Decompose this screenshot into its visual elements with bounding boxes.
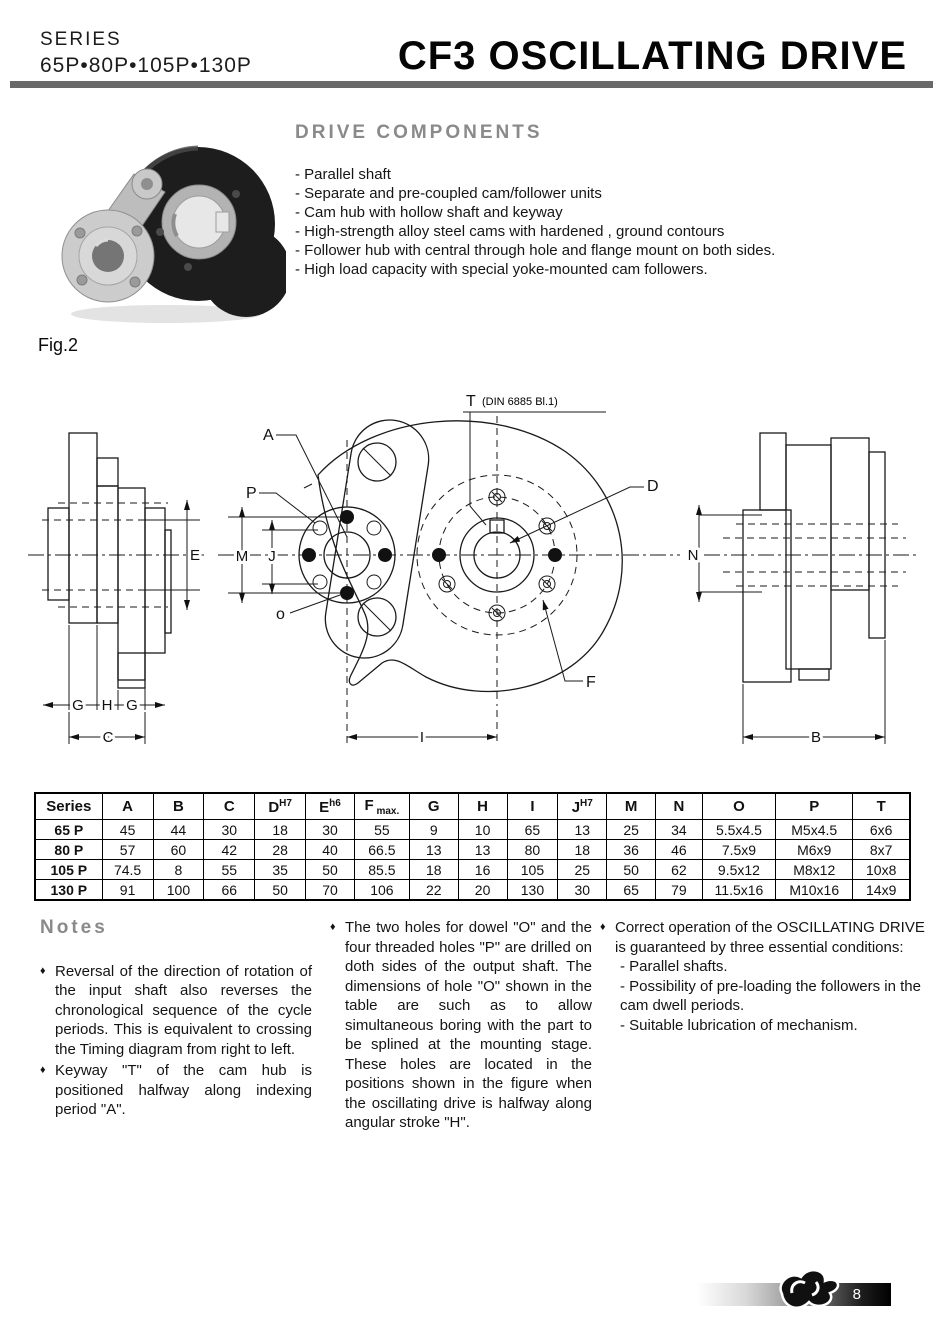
drive-component-item: - High load capacity with special yoke-mounted cam followers.: [295, 261, 708, 278]
dim-N: N: [687, 547, 699, 564]
note-sub-item: - Parallel shafts.: [620, 958, 728, 975]
dim-I: I: [419, 729, 425, 746]
notes-heading: Notes: [40, 917, 108, 938]
drive-component-item: - High-strength alloy steel cams with hardened , ground contours: [295, 223, 725, 240]
value-cell: 55: [354, 820, 409, 840]
value-cell: M8x12: [776, 860, 853, 880]
table-column-header: F $_{max.}$: [354, 793, 409, 820]
value-cell: 28: [255, 840, 306, 860]
series-cell: 105 P: [35, 860, 102, 880]
value-cell: 5.5x4.5: [702, 820, 775, 840]
value-cell: 6x6: [853, 820, 910, 840]
table-column-header: $E^{h6}$: [306, 793, 355, 820]
series-label: SERIES: [40, 29, 122, 50]
value-cell: 91: [102, 880, 153, 901]
value-cell: 65: [507, 820, 558, 840]
table-column-header: O: [702, 793, 775, 820]
yoke-outline: [320, 414, 435, 663]
series-models: 65P•80P•105P•130P: [40, 53, 252, 77]
dim-M: M: [235, 548, 249, 565]
notes-column-left: [40, 918, 312, 1122]
value-cell: 85.5: [354, 860, 409, 880]
value-cell: 8: [153, 860, 204, 880]
value-cell: M10x16: [776, 880, 853, 901]
table-column-header: A: [102, 793, 153, 820]
value-cell: 13: [558, 820, 607, 840]
value-cell: 46: [656, 840, 703, 860]
value-cell: 45: [102, 820, 153, 840]
value-cell: 62: [656, 860, 703, 880]
label-A: A: [263, 427, 274, 444]
note-item: ♦ Reversal of the direction of rotation of the input shaft also reverses the chronological sequence of the cycle periods. This is equivalent to crossing the Timing diagram from right to left.: [40, 962, 312, 1058]
technical-drawing: [18, 388, 928, 766]
notes-column-middle: [330, 918, 592, 1135]
table-column-header: C: [204, 793, 255, 820]
value-cell: 79: [656, 880, 703, 901]
value-cell: 22: [409, 880, 458, 901]
drive-component-item: - Cam hub with hollow shaft and keyway: [295, 204, 563, 221]
left-side-view: [42, 433, 200, 746]
table-column-header: T: [853, 793, 910, 820]
value-cell: 25: [607, 820, 656, 840]
value-cell: 25: [558, 860, 607, 880]
table-column-header: B: [153, 793, 204, 820]
dim-C: C: [102, 729, 114, 746]
table-column-header: N: [656, 793, 703, 820]
notes-column-right: [600, 918, 926, 1037]
label-T-note: (DIN 6885 Bl.1): [482, 396, 558, 408]
dim-G-left: G: [72, 697, 84, 714]
value-cell: 105: [507, 860, 558, 880]
value-cell: 42: [204, 840, 255, 860]
value-cell: 11.5x16: [702, 880, 775, 901]
value-cell: 13: [458, 840, 507, 860]
value-cell: 14x9: [853, 880, 910, 901]
value-cell: 60: [153, 840, 204, 860]
value-cell: 9: [409, 820, 458, 840]
label-F: F: [586, 674, 596, 691]
bullet-icon: ♦: [330, 921, 336, 933]
value-cell: 18: [409, 860, 458, 880]
value-cell: 80: [507, 840, 558, 860]
notes-right-list: [600, 918, 926, 1035]
notes-left-list: [40, 962, 312, 1120]
series-cell: 80 P: [35, 840, 102, 860]
table-column-header: M: [607, 793, 656, 820]
table-row: [35, 880, 910, 901]
dim-E: E: [190, 547, 201, 564]
right-side-view: [688, 433, 906, 746]
value-cell: 57: [102, 840, 153, 860]
dim-J: J: [268, 548, 276, 565]
table-column-header: H: [458, 793, 507, 820]
page-number: 8: [852, 1286, 861, 1303]
drive-components-list: [295, 165, 915, 279]
value-cell: 8x7: [853, 840, 910, 860]
table-row: [35, 840, 910, 860]
header-divider: [10, 81, 933, 88]
value-cell: 106: [354, 880, 409, 901]
drive-component-item: - Separate and pre-coupled cam/follower units: [295, 185, 602, 202]
table-row: [35, 860, 910, 880]
table-column-header: $D^{H7}$: [255, 793, 306, 820]
value-cell: 36: [607, 840, 656, 860]
drive-component-item: - Follower hub with central through hole and flange mount on both sides.: [295, 242, 776, 259]
value-cell: 35: [255, 860, 306, 880]
value-cell: 18: [255, 820, 306, 840]
value-cell: 10x8: [853, 860, 910, 880]
dim-B: B: [810, 729, 822, 746]
label-T: T: [466, 393, 476, 410]
value-cell: 7.5x9: [702, 840, 775, 860]
value-cell: 130: [507, 880, 558, 901]
value-cell: 50: [607, 860, 656, 880]
figure-label: Fig.2: [38, 335, 79, 355]
header-series-block: [40, 30, 252, 77]
dim-G-right: G: [126, 697, 138, 714]
bullet-icon: ♦: [40, 964, 46, 977]
value-cell: 44: [153, 820, 204, 840]
value-cell: 9.5x12: [702, 860, 775, 880]
value-cell: 30: [204, 820, 255, 840]
value-cell: 30: [306, 820, 355, 840]
label-D: D: [647, 478, 659, 495]
value-cell: M6x9: [776, 840, 853, 860]
value-cell: 13: [409, 840, 458, 860]
note-item: ♦ Keyway "T" of the cam hub is positioned halfway along indexing period "A".: [40, 1062, 312, 1118]
value-cell: 66.5: [354, 840, 409, 860]
value-cell: 50: [255, 880, 306, 901]
dimensions-table: [34, 792, 911, 901]
drive-components-section: [295, 122, 915, 279]
notes-middle-list: [330, 918, 592, 1133]
bullet-icon: ♦: [600, 921, 606, 933]
value-cell: 30: [558, 880, 607, 901]
product-photo: [38, 136, 286, 332]
value-cell: 16: [458, 860, 507, 880]
table-column-header: $J^{H7}$: [558, 793, 607, 820]
value-cell: M5x4.5: [776, 820, 853, 840]
value-cell: 70: [306, 880, 355, 901]
value-cell: 34: [656, 820, 703, 840]
series-cell: 65 P: [35, 820, 102, 840]
drive-components-heading: DRIVE COMPONENTS: [295, 122, 543, 143]
value-cell: 100: [153, 880, 204, 901]
value-cell: 65: [607, 880, 656, 901]
value-cell: 50: [306, 860, 355, 880]
table-column-header: G: [409, 793, 458, 820]
page-title: CF3 OSCILLATING DRIVE: [397, 34, 907, 78]
value-cell: 74.5: [102, 860, 153, 880]
series-cell: 130 P: [35, 880, 102, 901]
table-row: [35, 820, 910, 840]
table-column-header: Series: [35, 793, 102, 820]
value-cell: 20: [458, 880, 507, 901]
value-cell: 40: [306, 840, 355, 860]
value-cell: 55: [204, 860, 255, 880]
drive-component-item: - Parallel shaft: [295, 166, 391, 183]
dim-H: H: [101, 697, 113, 714]
value-cell: 10: [458, 820, 507, 840]
note-sub-list: [615, 957, 926, 1035]
label-P: P: [246, 485, 257, 502]
value-cell: 66: [204, 880, 255, 901]
note-item: ♦ The two holes for dowel "O" and the four threaded holes "P" are drilled on doth sides of the output shaft. The dimensions of hole "O" shown in the table are such as to allow simultaneous boring with the part to be splined at the mounting stage. These holes are located in the positions shown in the figure when the oscillating drive is halfway along angular stroke "H".: [330, 919, 592, 1131]
table-column-header: I: [507, 793, 558, 820]
label-o: o: [276, 606, 285, 623]
note-sub-item: - Suitable lubrication of mechanism.: [620, 1016, 858, 1034]
note-item: ♦ Correct operation of the OSCILLATING DRIVE is guaranteed by three essential conditions: - Parallel shafts. - Possibility of pre-loading the followers in the cam dwell periods. - Suitable lubrication of mechanism.: [600, 919, 925, 1034]
note-sub-item: - Possibility of pre-loading the followers in the cam dwell periods.: [620, 977, 921, 1014]
brand-logo: [768, 1263, 844, 1313]
table-column-header: P: [776, 793, 853, 820]
bullet-icon: ♦: [40, 1064, 46, 1076]
front-view: [228, 393, 659, 746]
value-cell: 18: [558, 840, 607, 860]
